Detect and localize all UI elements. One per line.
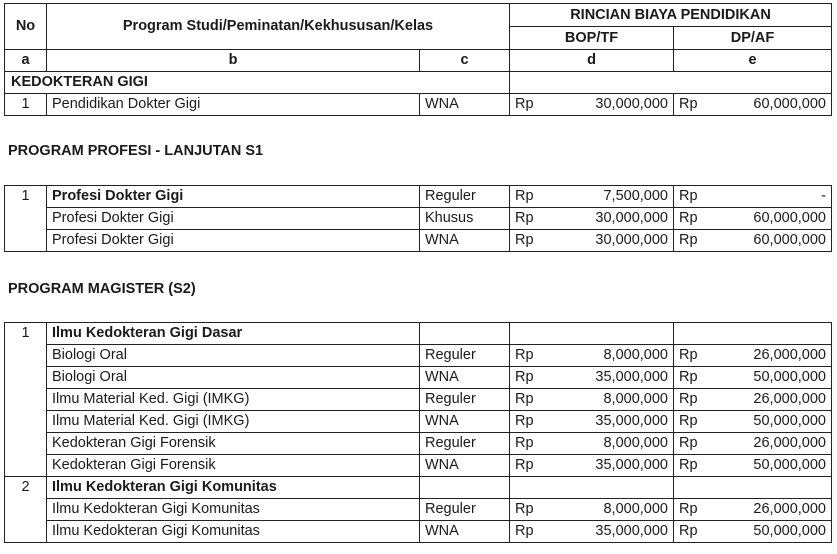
table-row <box>5 499 832 521</box>
program-name: Ilmu Kedokteran Gigi Komunitas <box>47 521 420 543</box>
currency: Rp <box>674 499 708 521</box>
table-row <box>5 230 832 252</box>
currency: Rp <box>510 433 544 455</box>
currency: Rp <box>674 521 708 543</box>
dp-amount: 60,000,000 <box>708 208 832 230</box>
table-row <box>5 186 832 208</box>
row-no: 1 <box>5 323 47 345</box>
dp-amount: 50,000,000 <box>708 455 832 477</box>
class-type: WNA <box>420 455 510 477</box>
currency: Rp <box>674 433 708 455</box>
program-name: Profesi Dokter Gigi <box>47 186 420 208</box>
program-name: Ilmu Material Ked. Gigi (IMKG) <box>47 389 420 411</box>
class-type: WNA <box>420 94 510 116</box>
dp-amount: 50,000,000 <box>708 367 832 389</box>
empty-cell <box>5 521 47 543</box>
program-name: Ilmu Kedokteran Gigi Komunitas <box>47 499 420 521</box>
dp-amount: 26,000,000 <box>708 499 832 521</box>
empty-cell <box>5 389 47 411</box>
empty-cell <box>5 455 47 477</box>
bop-amount: 8,000,000 <box>544 499 674 521</box>
program-name: Biologi Oral <box>47 345 420 367</box>
class-type: Reguler <box>420 389 510 411</box>
currency: Rp <box>510 94 544 116</box>
dp-amount: 26,000,000 <box>708 345 832 367</box>
empty-cell <box>5 367 47 389</box>
class-type: Reguler <box>420 345 510 367</box>
currency: Rp <box>674 94 708 116</box>
fee-table-profesi <box>4 185 832 252</box>
header-rincian: RINCIAN BIAYA PENDIDIKAN <box>510 4 832 27</box>
bop-amount: 8,000,000 <box>544 345 674 367</box>
bop-amount: 30,000,000 <box>544 94 674 116</box>
currency: Rp <box>510 455 544 477</box>
empty-cell <box>674 323 832 345</box>
row-no: 1 <box>5 94 47 116</box>
empty-cell <box>5 230 47 252</box>
bop-amount: 35,000,000 <box>544 367 674 389</box>
empty-cell <box>510 323 674 345</box>
bop-amount: 30,000,000 <box>544 230 674 252</box>
fee-table-magister <box>4 322 832 543</box>
bop-amount: 8,000,000 <box>544 389 674 411</box>
col-label-d: d <box>510 50 674 72</box>
empty-cell <box>510 477 674 499</box>
currency: Rp <box>510 345 544 367</box>
currency: Rp <box>510 389 544 411</box>
program-name: Pendidikan Dokter Gigi <box>47 94 420 116</box>
empty-cell <box>5 208 47 230</box>
currency: Rp <box>674 367 708 389</box>
program-name: Ilmu Material Ked. Gigi (IMKG) <box>47 411 420 433</box>
program-name: Biologi Oral <box>47 367 420 389</box>
program-name: Kedokteran Gigi Forensik <box>47 455 420 477</box>
currency: Rp <box>674 230 708 252</box>
currency: Rp <box>510 186 544 208</box>
group-header-row <box>5 323 832 345</box>
program-name: Profesi Dokter Gigi <box>47 230 420 252</box>
class-type: WNA <box>420 230 510 252</box>
empty-cell <box>510 72 832 94</box>
table-row <box>5 345 832 367</box>
table-row <box>5 208 832 230</box>
bop-amount: 35,000,000 <box>544 455 674 477</box>
col-label-c: c <box>420 50 510 72</box>
currency: Rp <box>674 411 708 433</box>
group-name: Ilmu Kedokteran Gigi Komunitas <box>47 477 420 499</box>
bop-amount: 35,000,000 <box>544 411 674 433</box>
row-no: 1 <box>5 186 47 208</box>
dp-amount: 50,000,000 <box>708 411 832 433</box>
table-row <box>5 411 832 433</box>
currency: Rp <box>510 367 544 389</box>
currency: Rp <box>510 499 544 521</box>
header-program: Program Studi/Peminatan/Kekhususan/Kelas <box>47 4 510 50</box>
dp-amount: 60,000,000 <box>708 94 832 116</box>
class-type: WNA <box>420 521 510 543</box>
empty-cell <box>5 499 47 521</box>
program-name: Profesi Dokter Gigi <box>47 208 420 230</box>
class-type: WNA <box>420 367 510 389</box>
header-bop: BOP/TF <box>510 27 674 50</box>
currency: Rp <box>674 389 708 411</box>
currency: Rp <box>510 521 544 543</box>
row-no: 2 <box>5 477 47 499</box>
table-row <box>5 367 832 389</box>
class-type: Reguler <box>420 499 510 521</box>
group-name: Ilmu Kedokteran Gigi Dasar <box>47 323 420 345</box>
col-label-a: a <box>5 50 47 72</box>
table-row <box>5 455 832 477</box>
empty-cell <box>5 433 47 455</box>
empty-cell <box>5 345 47 367</box>
dp-amount: 60,000,000 <box>708 230 832 252</box>
table-row <box>5 94 832 116</box>
empty-cell <box>5 411 47 433</box>
table-row <box>5 389 832 411</box>
empty-cell <box>674 477 832 499</box>
header-no: No <box>5 4 47 50</box>
program-name: Kedokteran Gigi Forensik <box>47 433 420 455</box>
col-label-e: e <box>674 50 832 72</box>
currency: Rp <box>510 230 544 252</box>
dp-amount: 26,000,000 <box>708 433 832 455</box>
bop-amount: 8,000,000 <box>544 433 674 455</box>
dp-amount: 50,000,000 <box>708 521 832 543</box>
header-dp: DP/AF <box>674 27 832 50</box>
section-title-kedokteran-gigi: KEDOKTERAN GIGI <box>5 72 510 94</box>
bop-amount: 30,000,000 <box>544 208 674 230</box>
currency: Rp <box>674 345 708 367</box>
bop-amount: 7,500,000 <box>544 186 674 208</box>
currency: Rp <box>674 208 708 230</box>
section-title-profesi: PROGRAM PROFESI - LANJUTAN S1 <box>8 143 264 159</box>
fee-table-kedokteran-gigi <box>4 3 832 116</box>
class-type: Khusus <box>420 208 510 230</box>
currency: Rp <box>674 186 708 208</box>
section-title-magister: PROGRAM MAGISTER (S2) <box>8 281 196 297</box>
table-row <box>5 433 832 455</box>
empty-cell <box>420 323 510 345</box>
empty-cell <box>420 477 510 499</box>
group-header-row <box>5 477 832 499</box>
col-label-b: b <box>47 50 420 72</box>
class-type: Reguler <box>420 433 510 455</box>
currency: Rp <box>674 455 708 477</box>
dp-amount: 26,000,000 <box>708 389 832 411</box>
dp-amount: - <box>708 186 832 208</box>
class-type: Reguler <box>420 186 510 208</box>
currency: Rp <box>510 411 544 433</box>
table-row <box>5 521 832 543</box>
class-type: WNA <box>420 411 510 433</box>
bop-amount: 35,000,000 <box>544 521 674 543</box>
currency: Rp <box>510 208 544 230</box>
